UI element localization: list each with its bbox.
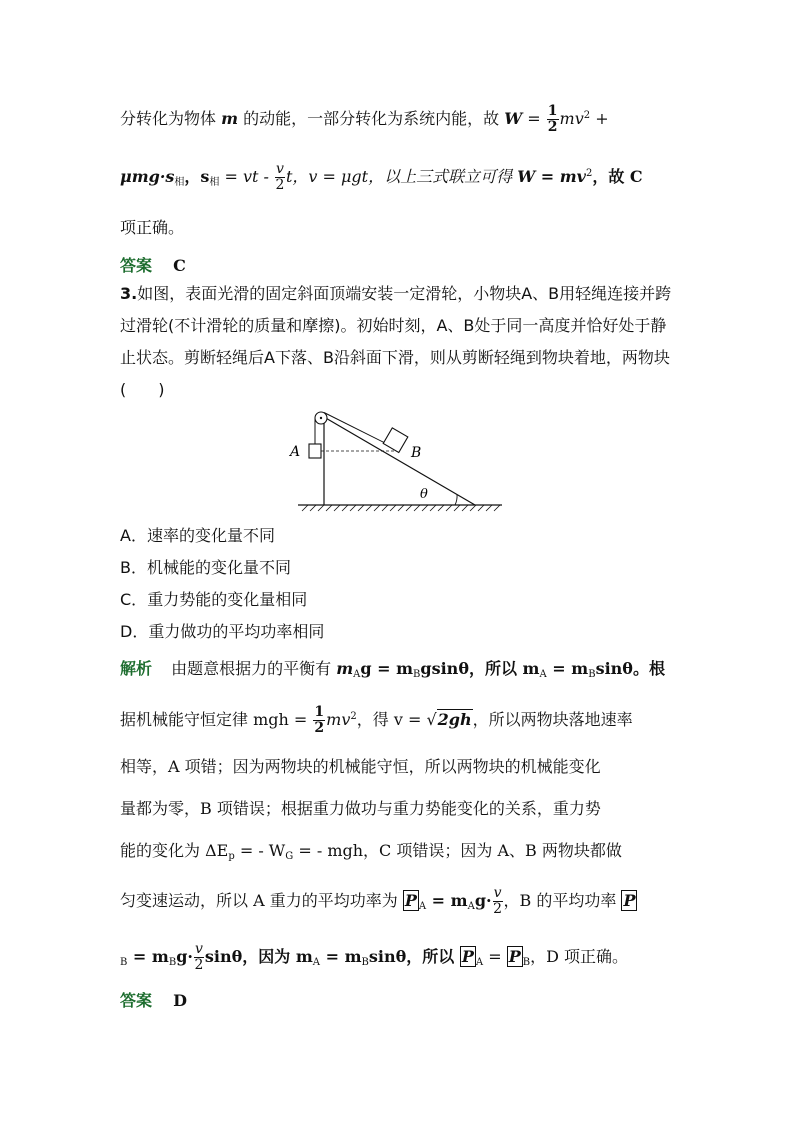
question-number: 3. <box>120 284 138 303</box>
analysis-line-1: 解析 由题意根据力的平衡有 $m_Ag = m_Bgsin\theta$，所以 $m_A = m_B\sin\theta$。根 <box>120 659 665 680</box>
fraction: $\frac{1}{2}$ <box>547 103 558 135</box>
text: 的动能，一部分转化为系统内能，故 <box>243 109 500 128</box>
text: = <box>522 109 546 128</box>
ground-hatch <box>302 505 500 511</box>
prev-line-2 <box>120 162 643 195</box>
angle-arc <box>455 495 457 506</box>
prev-line-1 <box>120 104 609 135</box>
answer-label: 答案 <box>120 991 153 1010</box>
analysis-answer <box>120 989 187 1013</box>
prev-answer <box>120 254 186 278</box>
rope-b <box>324 413 385 444</box>
pulley-axle <box>320 417 322 419</box>
text: + <box>590 109 609 128</box>
text: 相 <box>209 177 220 188</box>
text: 相 <box>174 177 185 188</box>
answer-value: D <box>173 991 187 1010</box>
text: ，s <box>184 167 210 186</box>
text: 2 <box>585 168 593 179</box>
text: m <box>221 109 239 128</box>
text: W <box>517 167 536 186</box>
text: mv <box>559 109 584 128</box>
analysis-line-4: 量都为零，B 项错误；根据重力做功与重力势能变化的关系，重力势 <box>120 799 601 818</box>
analysis-line-3: 相等，A 项错；因为两物块的机械能守恒，所以两物块的机械能变化 <box>120 757 601 776</box>
option-a: A．速率的变化量不同 <box>120 526 275 545</box>
text: = mv <box>535 167 586 186</box>
label-b: B <box>411 445 422 461</box>
block-a <box>309 444 321 458</box>
question-text: 如图，表面光滑的固定斜面顶端安装一定滑轮，小物块A、B用轻绳连接并跨过滑轮(不计滑轮的质量和摩擦)。初始时刻，A、B处于同一高度并恰好处于静止状态。剪断轻绳后A下落、B沿斜面下滑，则从剪断轻绳到物块着地，两物块( ) <box>120 284 672 399</box>
analysis-line-2: 据机械能守恒定律 mgh = $\frac{1}{2}$ $mv^2$，得 v = √2gh，所以两物块落地速率 <box>120 704 633 736</box>
fraction: $\frac{v}{2}$ <box>493 885 502 917</box>
prev-line-3: 项正确。 <box>120 218 185 237</box>
answer-label: 答案 <box>120 256 153 275</box>
label-a: A <box>290 444 301 460</box>
analysis-line-7: $_B = m_Bg\cdot$ $\frac{v}{2}$ sinθ，因为 $m_A = m_B\sin\theta$，所以 P $_A$ = P $_B$，D 项正确。 <box>120 941 628 973</box>
incline-surface <box>324 417 475 505</box>
option-b: B．机械能的变化量不同 <box>120 558 291 577</box>
incline-figure <box>280 405 510 515</box>
block-b <box>383 428 408 453</box>
analysis-label: 解析 <box>120 659 153 678</box>
text: ，故 C <box>592 167 643 186</box>
fraction: $\frac{v}{2}$ <box>194 941 204 973</box>
text: = vt - <box>219 167 275 186</box>
text: μmg·s <box>120 167 175 186</box>
option-c: C．重力势能的变化量相同 <box>120 590 308 609</box>
text: W <box>504 109 523 128</box>
text: 分转化为物体 <box>120 109 217 128</box>
option-d: D．重力做功的平均功率相同 <box>120 622 325 641</box>
label-theta: θ <box>420 487 428 502</box>
sqrt-content: 2gh <box>437 710 472 729</box>
answer-value: C <box>173 256 186 275</box>
text: t，v = μgt，以上三式联立可得 <box>285 167 518 186</box>
fraction: $\frac{v}{2}$ <box>275 161 285 193</box>
text: 2 <box>583 110 591 121</box>
fraction: $\frac{1}{2}$ <box>314 704 325 736</box>
sqrt-symbol: √ <box>426 710 437 729</box>
analysis-line-5: 能的变化为 $\Delta E_p$ = - $W_G$ = - mgh，C 项错误；因为 A、B 两物块都做 <box>120 841 622 862</box>
analysis-line-6: 匀变速运动，所以 A 重力的平均功率为 P $_A = m_Ag\cdot$ $\frac{v}{2}$ ，B 的平均功率 P <box>120 885 636 917</box>
question-3 <box>120 278 680 406</box>
